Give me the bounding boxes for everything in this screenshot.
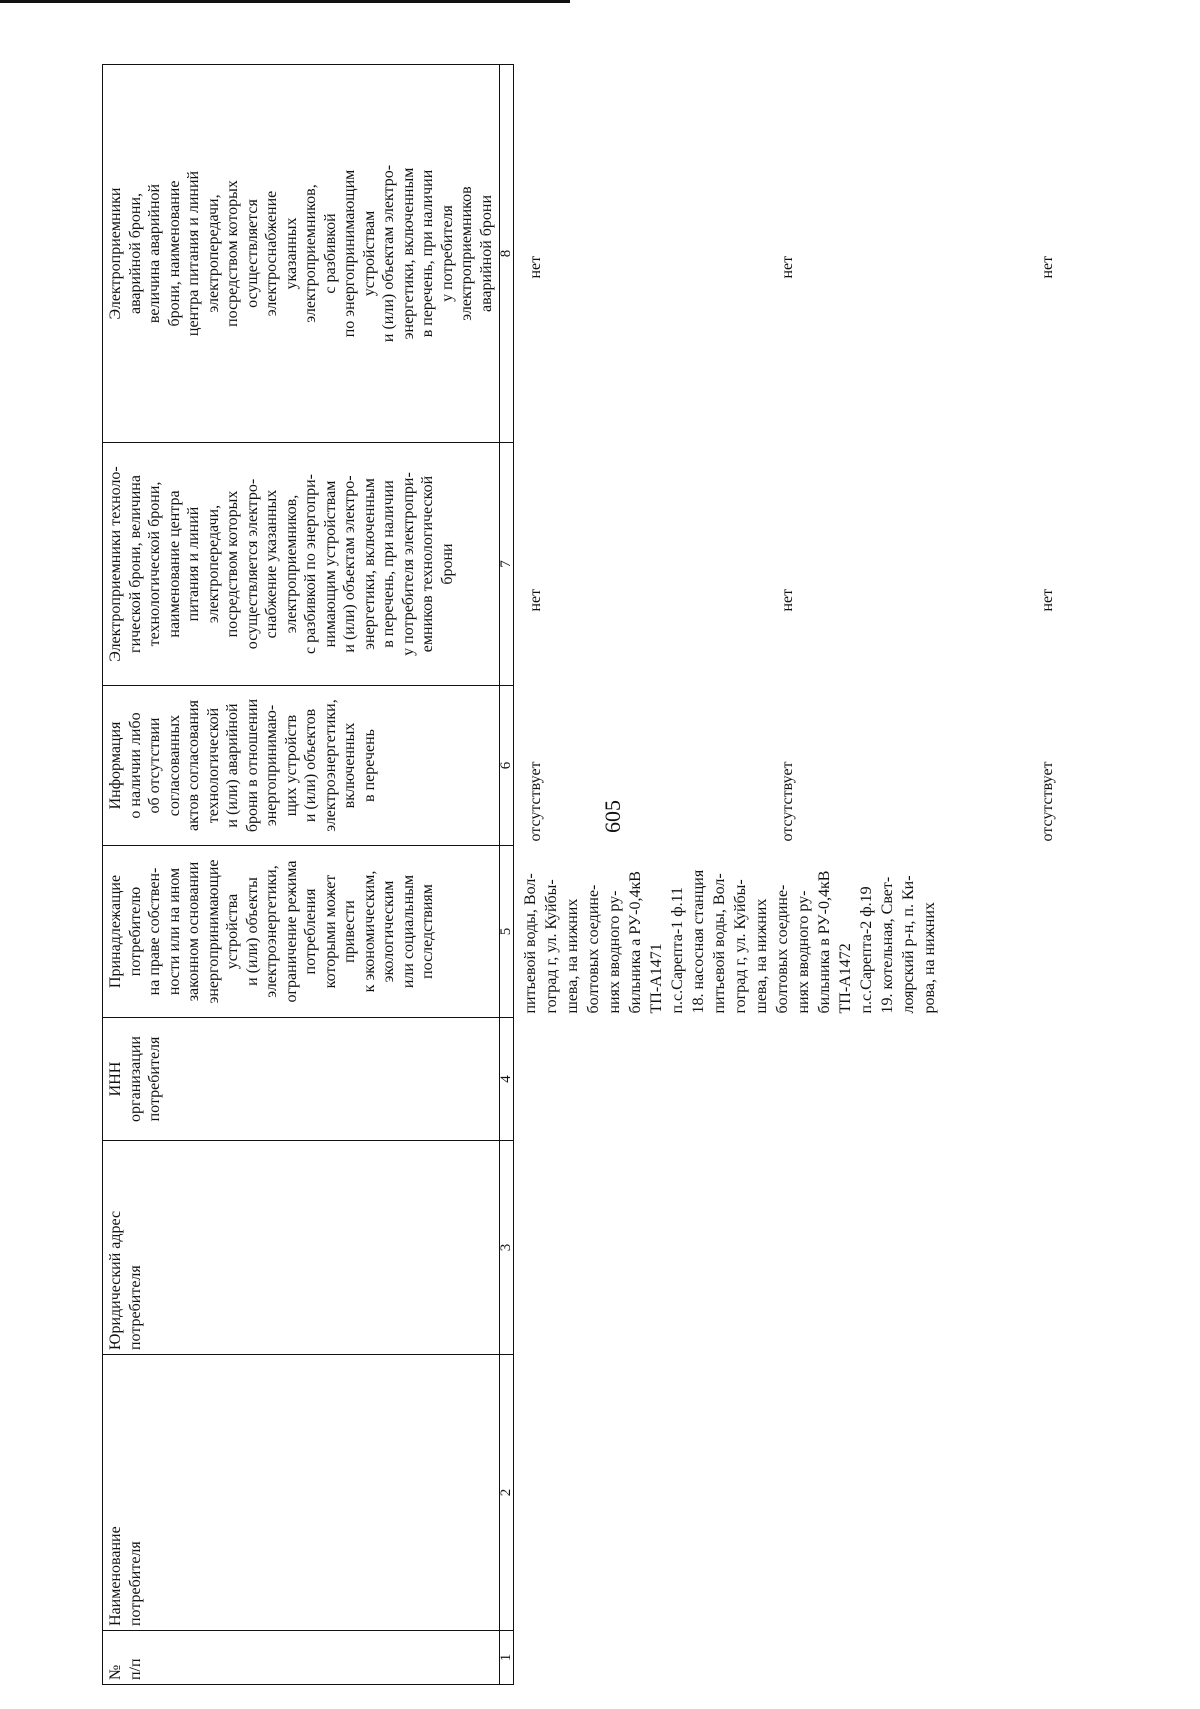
acts-value: отсутствует <box>779 761 796 842</box>
column-number: 5 <box>500 846 514 1018</box>
rotated-table-page <box>102 65 1105 1685</box>
cell-address <box>514 1141 1154 1355</box>
consumer-table <box>102 64 1153 1685</box>
column-number: 8 <box>500 65 514 443</box>
acts-value: отсутствует <box>1039 761 1056 842</box>
emergency-reserve-value: нет <box>527 255 544 279</box>
cell-number <box>514 1631 1154 1685</box>
header-col-1: № п/п <box>103 1631 500 1685</box>
table-row <box>514 65 1154 1685</box>
header-col-4: ИНН организации потребителя <box>103 1018 500 1141</box>
header-row <box>103 65 500 1685</box>
column-number: 7 <box>500 443 514 686</box>
emergency-reserve-value: нет <box>1039 255 1056 279</box>
column-number: 6 <box>500 686 514 846</box>
column-number: 3 <box>500 1141 514 1355</box>
emergency-reserve-value: нет <box>779 255 796 279</box>
column-number-row <box>500 65 514 1685</box>
header-col-3: Юридический адрес потребителя <box>103 1141 500 1355</box>
header-col-7: Электроприемники техноло- гической брони, величина технологической брони, наименование центра питания и линий электропередачи, посредством которых осуществляется электро- снабжение указанных электроприемников, с разбивкой по энергопри- нимающим устройствам и (или) объектам электро- энергетики, включенным в перечень, при наличии у потребителя электропри- емников технологической брони <box>103 443 500 686</box>
column-number: 2 <box>500 1355 514 1631</box>
page-number: 605 <box>600 800 625 833</box>
column-number: 1 <box>500 1631 514 1685</box>
top-rule <box>0 0 570 3</box>
tech-reserve-value: нет <box>779 588 796 612</box>
tech-reserve-value: нет <box>1039 588 1056 612</box>
header-col-2: Наименование потребителя <box>103 1355 500 1631</box>
header-col-5: Принадлежащие потребителю на праве собствен- ности или на ином законном основании энергопринимающие устройства и (или) объекты электроэнергетики, ограничение режима потребления которыми может привести к экономическим, экологическим или социальным последствиям <box>103 846 500 1018</box>
column-number: 4 <box>500 1018 514 1141</box>
cell-emergency-reserve <box>514 65 1154 443</box>
cell-devices: питьевой воды, Вол- гоград г, ул. Куйбы- шева, на нижних болтовых соедине- ниях вводного ру- бильника а РУ-0,4кВ ТП-А1471 п.с.Сарепта-1 ф.11 18. насосная станция питьевой воды, Вол- гоград г, ул. Куйбы- шева, на нижних болтовых соедине- ниях вводного ру- бильника в РУ-0,4кВ ТП-А1472 п.с.Сарепта-2 ф.19 19. котельная, Свет- лоярский р-н, п. Ки- рова, на нижних <box>522 869 938 1014</box>
cell-acts <box>514 686 1154 846</box>
cell-inn <box>514 1018 1154 1141</box>
cell-tech-reserve <box>514 443 1154 686</box>
cell-name <box>514 1355 1154 1631</box>
header-col-8: Электроприемники аварийной брони, величина аварийной брони, наименование центра питания и линий электропередачи, посредством которых осуществляется электроснабжение указанных электроприемников, с разбивкой по энергопринимающим устройствам и (или) объектам электро- энергетики, включенным в перечень, при наличии у потребителя электроприемников аварийной брони <box>103 65 500 443</box>
header-col-6: Информация о наличии либо об отсутствии согласованных актов согласования технологической и (или) аварийной брони в отношении энергопринимаю- щих устройств и (или) объектов электроэнергетики, включенных в перечень <box>103 686 500 846</box>
acts-value: отсутствует <box>527 761 544 842</box>
tech-reserve-value: нет <box>527 588 544 612</box>
